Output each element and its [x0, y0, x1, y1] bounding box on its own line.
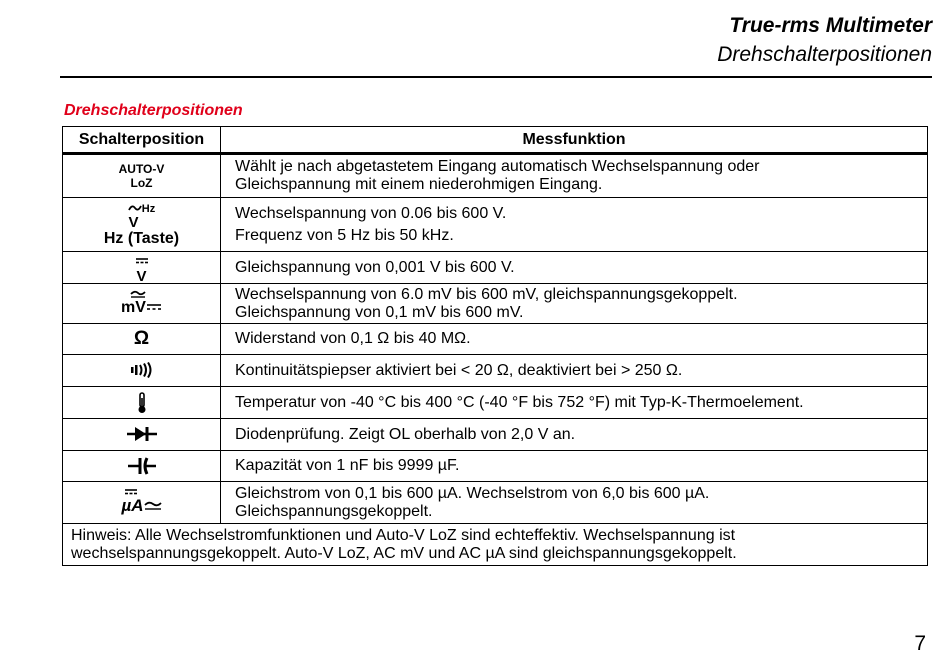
page-number: 7: [914, 632, 926, 655]
function-description: Gleichspannung von 0,001 V bis 600 V.: [221, 252, 928, 284]
dc-voltage-icon: V: [63, 252, 221, 284]
table-row: [63, 355, 928, 387]
function-description: Diodenprüfung. Zeigt OL oberhalb von 2,0 V an.: [221, 419, 928, 451]
ac-wave-icon: [130, 290, 146, 298]
function-description: Widerstand von 0,1 Ω bis 40 MΩ.: [221, 324, 928, 355]
table-row: [63, 198, 928, 252]
table-row: [63, 387, 928, 419]
function-description: Gleichstrom von 0,1 bis 600 µA. Wechselstrom von 6,0 bis 600 µA. Gleichspannungsgekoppelt.: [221, 482, 928, 524]
function-description: Temperatur von -40 °C bis 400 °C (-40 °F bis 752 °F) mit Typ-K-Thermoelement.: [221, 387, 928, 419]
column-header-function: Messfunktion: [221, 127, 928, 154]
capacitor-icon: [63, 451, 221, 482]
table-row: [63, 482, 928, 524]
document-subtitle: Drehschalterpositionen: [717, 43, 932, 66]
auto-v-loz-icon: AUTO-V LoZ: [63, 154, 221, 198]
function-description: Kapazität von 1 nF bis 9999 µF.: [221, 451, 928, 482]
function-description: Kontinuitätspiepser aktiviert bei < 20 Ω, deaktiviert bei > 250 Ω.: [221, 355, 928, 387]
ac-voltage-hz-icon: $^{Hz}$ V Hz (Taste): [63, 198, 221, 252]
section-title: Drehschalterpositionen: [64, 102, 243, 119]
dc-symbol-icon: [124, 489, 138, 495]
function-description: Wechselspannung von 0.06 bis 600 V. Frequenz von 5 Hz bis 50 kHz.: [221, 198, 928, 252]
dc-symbol-icon: [146, 303, 162, 311]
ohm-icon: Ω: [63, 324, 221, 355]
function-description: Wählt je nach abgetastetem Eingang automatisch Wechselspannung oder Gleichspannung mit einem niederohmigen Eingang.: [221, 154, 928, 198]
header-rule: [60, 76, 932, 78]
millivolt-ac-dc-icon: mV: [63, 284, 221, 324]
thermometer-icon: [63, 387, 221, 419]
table-row: [63, 154, 928, 198]
table-row: [63, 252, 928, 284]
rotary-switch-table: [62, 126, 928, 566]
microamp-ac-dc-icon: µA: [63, 482, 221, 524]
table-row: [63, 451, 928, 482]
table-note-row: [63, 524, 928, 566]
ac-wave-icon: [144, 501, 162, 511]
diode-icon: [63, 419, 221, 451]
table-row: [63, 419, 928, 451]
function-description: Wechselspannung von 6.0 mV bis 600 mV, gleichspannungsgekoppelt. Gleichspannung von 0,1 mV bis 600 mV.: [221, 284, 928, 324]
table-row: [63, 324, 928, 355]
ac-wave-icon: [128, 204, 142, 212]
note-text: Hinweis: Alle Wechselstromfunktionen und Auto-V LoZ sind echteffektiv. Wechselspannung ist wechselspannungsgekoppelt. Auto-V LoZ, AC mV und AC µA sind gleichspannungsgekoppelt.: [63, 524, 928, 566]
table-row: [63, 284, 928, 324]
column-header-position: Schalterposition: [63, 127, 221, 154]
document-title: True-rms Multimeter: [729, 14, 932, 37]
table-header-row: [63, 127, 928, 154]
dc-symbol-icon: [135, 258, 149, 264]
continuity-beeper-icon: [63, 355, 221, 387]
